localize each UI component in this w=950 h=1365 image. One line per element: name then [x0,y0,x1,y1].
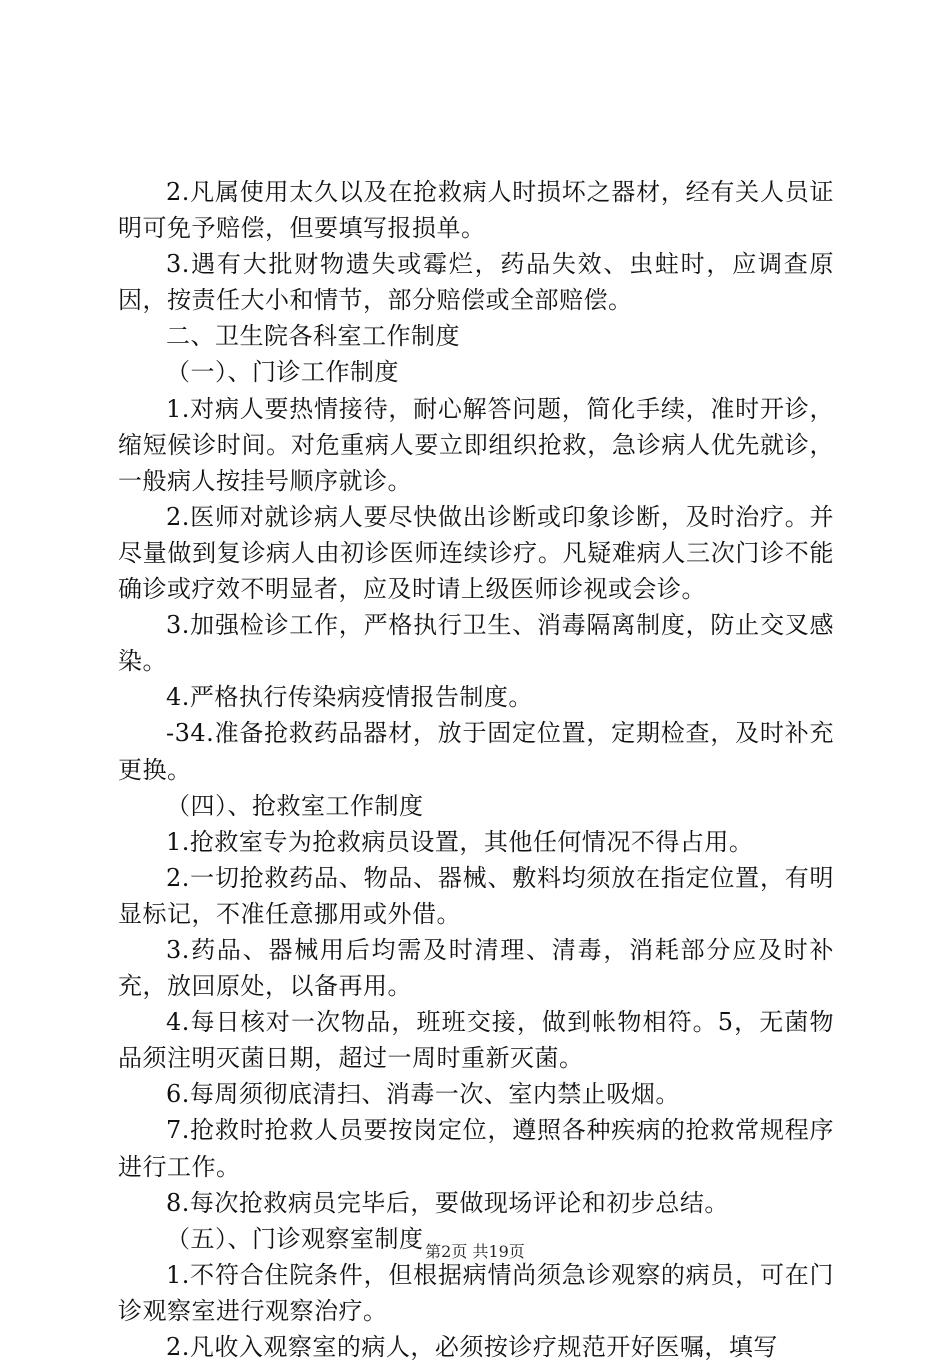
paragraph: 4.严格执行传染病疫情报告制度。 [166,683,533,712]
paragraph: 2.医师对就诊病人要尽快做出诊断或印象诊断，及时治疗。并尽量做到复诊病人由初诊医师连续诊疗。凡疑难病人三次门诊不能确诊或疗效不明显者，应及时请上级医师诊视或会诊。 [118,502,834,604]
paragraph: 4.每日核对一次物品，班班交接，做到帐物相符。5，无菌物品须注明灭菌日期，超过一周时重新灭菌。 [118,1008,834,1073]
paragraph: 7.抢救时抢救人员要按岗定位，遵照各种疾病的抢救常规程序进行工作。 [118,1116,834,1181]
paragraph: 8.每次抢救病员完毕后，要做现场评论和初步总结。 [166,1188,729,1217]
paragraph: 2.凡属使用太久以及在抢救病人时损坏之器材，经有关人员证明可免予赔偿，但要填写报损单。 [118,178,834,243]
page-footer: 第2页 共19页 [425,1242,525,1261]
paragraph: 2.凡收入观察室的病人，必须按诊疗规范开好医嘱，填写 [166,1333,778,1361]
subsection-heading: （四）、抢救室工作制度 [166,791,424,820]
paragraph: 1.不符合住院条件，但根据病情尚须急诊观察的病员，可在门诊观察室进行观察治疗。 [118,1260,834,1325]
paragraph: 2.一切抢救药品、物品、器械、敷料均须放在指定位置，有明显标记，不准任意挪用或外借。 [118,863,834,928]
paragraph: 6.每周须彻底清扫、消毒一次、室内禁止吸烟。 [166,1080,680,1109]
paragraph: 3.药品、器械用后均需及时清理、清毒，消耗部分应及时补充，放回原处，以备再用。 [118,935,834,1001]
paragraph: -34.准备抢救药品器材，放于固定位置，定期检查，及时补充更换。 [118,719,834,784]
paragraph: 1.抢救室专为抢救病员设置，其他任何情况不得占用。 [166,827,754,856]
document-body [118,174,834,1365]
subsection-heading: （一）、门诊工作制度 [166,358,399,387]
paragraph: 3.加强检诊工作，严格执行卫生、消毒隔离制度，防止交叉感染。 [118,611,834,676]
paragraph: 3.遇有大批财物遗失或霉烂，药品失效、虫蛀时，应调查原因，按责任大小和情节，部分赔偿或全部赔偿。 [118,250,834,315]
section-heading: 二、卫生院各科室工作制度 [166,322,460,351]
paragraph: 1.对病人要热情接待，耐心解答问题，简化手续，准时开诊，缩短候诊时间。对危重病人要立即组织抢救，急诊病人优先就诊，一般病人按挂号顺序就诊。 [118,394,834,495]
subsection-heading: （五）、门诊观察室制度 [166,1224,424,1253]
